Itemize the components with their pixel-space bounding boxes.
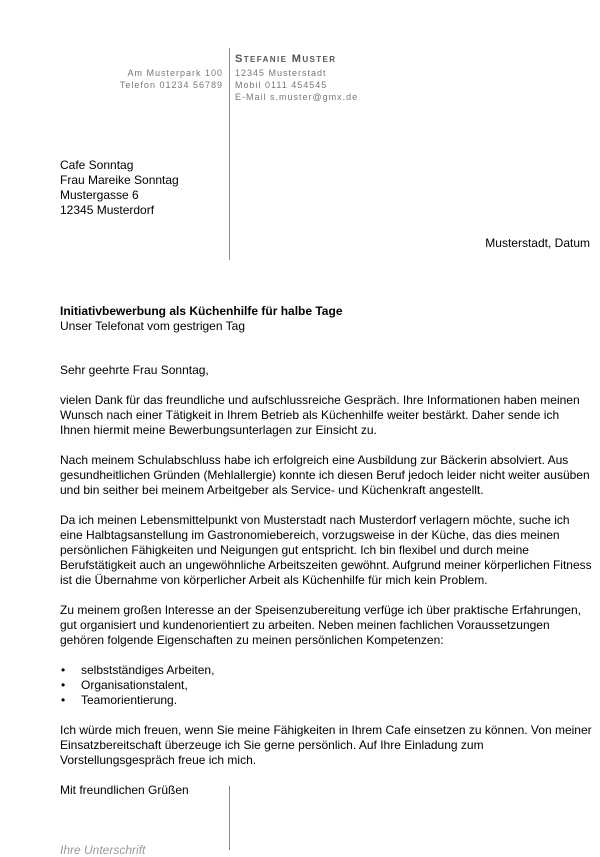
- list-item-text: Organisationstalent,: [81, 678, 188, 692]
- sender-mobile: Mobil 0111 454545: [235, 80, 328, 90]
- sender-phone: Telefon 01234 56789: [119, 80, 223, 90]
- recipient-street: Mustergasse 6: [60, 188, 139, 202]
- list-item-text: selbstständiges Arbeiten,: [81, 663, 215, 677]
- paragraph-motivation: Da ich meinen Lebensmittelpunkt von Musterstadt nach Musterdorf verlagern möchte, suche ich eine Halbtagsanstellung im Gastronomiebereich, vorzugsweise in der Küche, das dies meinen persönlichen Fähigkeiten und Neigungen gut entspricht. Ich bin flexibel und durch meine Berufstätigkeit auch an ungewöhnliche Arbeitszeiten gewöhnt. Aufgrund meiner körperlichen Fitness ist die Übernahme von körperlicher Arbeit als Küchenhilfe für mich kein Problem.: [60, 513, 592, 587]
- sender-city: 12345 Musterstadt: [235, 68, 327, 78]
- sender-address-block: [120, 67, 223, 91]
- letter-body: [60, 304, 592, 798]
- subject-line: Initiativbewerbung als Küchenhilfe für halbe Tage: [60, 304, 343, 318]
- list-item-text: Teamorientierung.: [81, 693, 178, 707]
- skills-list: [60, 663, 592, 708]
- list-item: [60, 663, 592, 678]
- bullet-icon: •: [61, 678, 66, 692]
- paragraph-education: Nach meinem Schulabschluss habe ich erfolgreich eine Ausbildung zur Bäckerin absolviert. Aus gesundheitlichen Gründen (Mehlallergie) konnte ich diesen Beruf jedoch leider nicht weiter ausüben und bin seither bei meinem Arbeitgeber als Service- und Küchenkraft angestellt.: [60, 453, 590, 497]
- recipient-address: [60, 158, 179, 218]
- recipient-company: Cafe Sonntag: [60, 158, 134, 172]
- sender-street: Am Musterpark 100: [127, 68, 223, 78]
- salutation: Sehr geehrte Frau Sonntag,: [60, 363, 209, 377]
- header-divider-line: [229, 48, 230, 260]
- subject-reference: Unser Telefonat vom gestrigen Tag: [60, 319, 245, 333]
- place-date: Musterstadt, Datum: [485, 236, 590, 250]
- signature-placeholder: Ihre Unterschrift: [60, 843, 146, 857]
- sender-email: E-Mail s.muster@gmx.de: [235, 92, 359, 102]
- recipient-person: Frau Mareike Sonntag: [60, 173, 179, 187]
- bullet-icon: •: [61, 663, 66, 677]
- list-item: [60, 693, 592, 708]
- sender-contact-block: [235, 67, 358, 103]
- paragraph-closing: Ich würde mich freuen, wenn Sie meine Fähigkeiten in Ihrem Cafe einsetzen zu können. Von meiner Einsatzbereitschaft überzeuge ich Sie gerne persönlich. Auf Ihre Einladung zum Vorstellungsgespräch freue ich mich.: [60, 723, 592, 767]
- list-item: [60, 678, 592, 693]
- bullet-icon: •: [61, 693, 66, 707]
- paragraph-intro: vielen Dank für das freundliche und aufschlussreiche Gespräch. Ihre Informationen haben meinen Wunsch nach einer Tätigkeit in Ihrem Betrieb als Küchenhilfe weiter bestärkt. Daher sende ich Ihnen hiermit meine Bewerbungsunterlagen zur Einsicht zu.: [60, 393, 580, 437]
- recipient-city: 12345 Musterdorf: [60, 203, 155, 217]
- sender-name: Stefanie Muster: [235, 53, 337, 65]
- paragraph-skills: Zu meinem großen Interesse an der Speisenzubereitung verfüge ich über praktische Erfahrungen, gut organisiert und kundenorientiert zu arbeiten. Neben meinen fachlichen Voraussetzungen gehören folgende Eigenschaften zu meinen persönlichen Kompetenzen:: [60, 603, 581, 647]
- closing-greeting: Mit freundlichen Grüßen: [60, 783, 189, 797]
